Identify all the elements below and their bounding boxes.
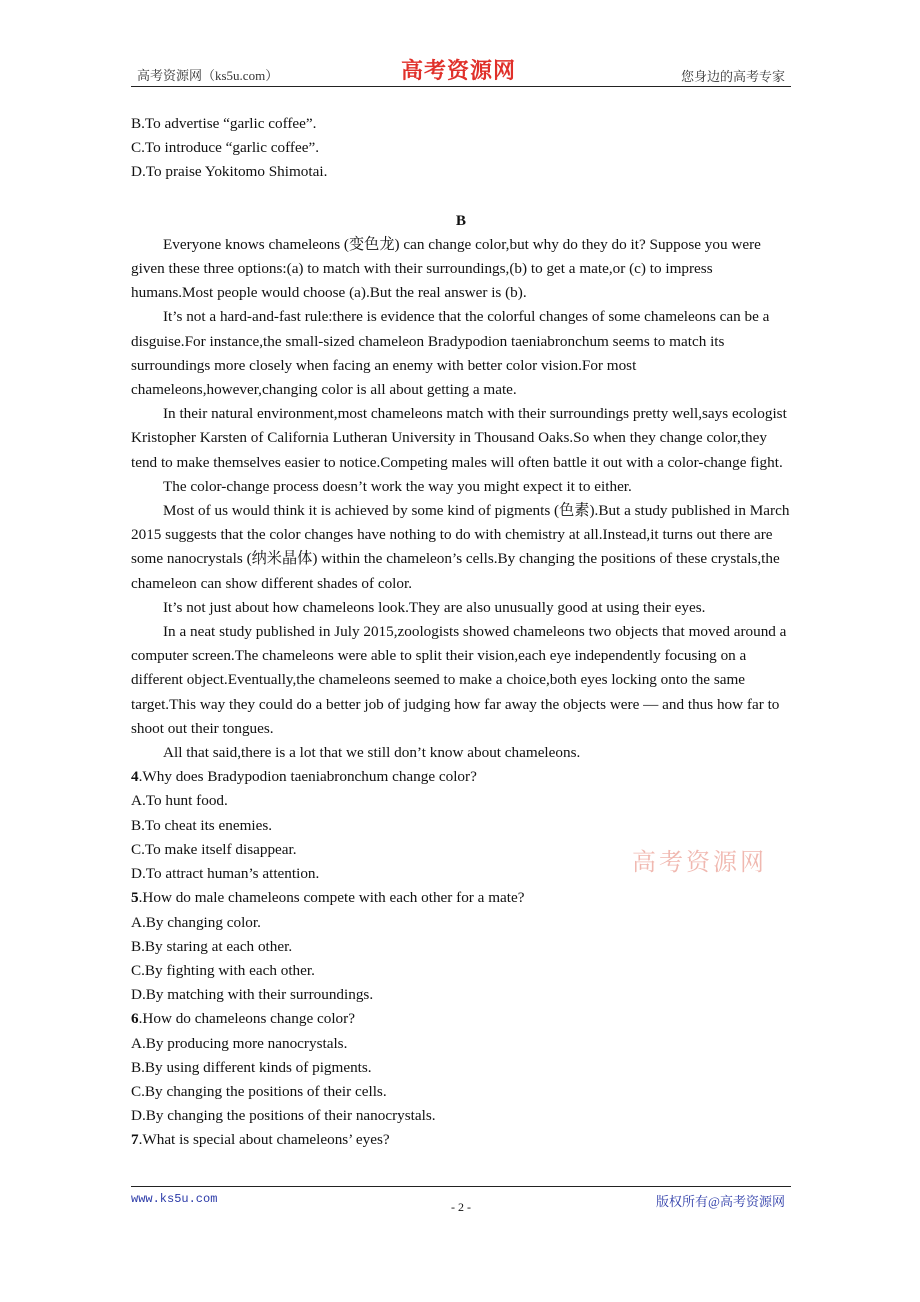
question-text: .Why does Bradypodion taeniabronchum change color? xyxy=(138,768,477,786)
prev-option: B.To advertise “garlic coffee”. xyxy=(131,115,317,132)
answer-option: D.To attract human’s attention. xyxy=(131,865,320,883)
question-stem xyxy=(131,1007,791,1031)
header-site-name: 高考资源网（ks5u.com） xyxy=(137,68,279,83)
page-number: - 2 - xyxy=(451,1200,471,1214)
answer-option: A.By changing color. xyxy=(131,913,261,931)
question-number: 6 xyxy=(131,1010,139,1028)
page-footer xyxy=(131,1186,791,1227)
passage-paragraph: It’s not a hard-and-fast rule:there is evidence that the colorful changes of some chameleons can be a disguise.For instance,the small-sized chameleon Bradypodion taeniabronchum seems to match its surroundings more closely when facing an enemy with better color vision.For most chameleons,however,changing color is all about getting a mate. xyxy=(131,308,770,399)
prev-option: C.To introduce “garlic coffee”. xyxy=(131,139,319,157)
answer-option: B.By using different kinds of pigments. xyxy=(131,1058,372,1076)
passage-paragraph: Everyone knows chameleons (变色龙) can change color,but why do they do it? Suppose you were given these three options:(a) to match with their surroundings,(b) to get a mate,or (c) to impress humans.Most people would choose (a).But the real answer is (b). xyxy=(131,235,761,302)
passage-paragraph: In a neat study published in July 2015,zoologists showed chameleons two objects that moved around a computer screen.The chameleons were able to split their vision,each eye independently focusing on a different object.Eventually,the chameleons seemed to make a choice,both eyes locking onto the same target.This way they could do a better job of judging how far away the objects were — and thus how far to shoot out their tongues. xyxy=(131,623,787,737)
question-number: 7 xyxy=(131,1131,139,1149)
footer-copyright: 版权所有@高考资源网 xyxy=(656,1194,785,1209)
passage-paragraph: All that said,there is a lot that we still don’t know about chameleons. xyxy=(163,744,581,762)
answer-option: C.To make itself disappear. xyxy=(131,840,297,858)
answer-option: D.By changing the positions of their nanocrystals. xyxy=(131,1107,436,1125)
header-slogan: 您身边的高考专家 xyxy=(680,69,785,84)
answer-option: C.By fighting with each other. xyxy=(131,961,315,979)
answer-option: A.To hunt food. xyxy=(131,792,228,810)
prev-option: D.To praise Yokitomo Shimotai. xyxy=(131,163,328,181)
answer-option: C.By changing the positions of their cells. xyxy=(131,1082,387,1100)
question-stem xyxy=(131,1128,791,1152)
header-logo: 高考资源网 xyxy=(401,58,517,84)
question-number: 5 xyxy=(131,889,139,907)
footer-link[interactable]: www.ks5u.com xyxy=(131,1192,218,1206)
watermark: 高考资源网 xyxy=(632,848,767,876)
page-header xyxy=(131,54,791,87)
question-text: .How do male chameleons compete with each other for a mate? xyxy=(138,889,525,907)
question-stem xyxy=(131,765,791,789)
question-text: .How do chameleons change color? xyxy=(138,1010,355,1028)
section-heading: B xyxy=(455,211,467,229)
answer-option: D.By matching with their surroundings. xyxy=(131,986,374,1004)
passage-paragraph: It’s not just about how chameleons look.They are also unusually good at using their eyes. xyxy=(163,598,706,616)
answer-option: B.By staring at each other. xyxy=(131,937,293,955)
passage-paragraph: Most of us would think it is achieved by some kind of pigments (色素).But a study published in March 2015 suggests that the color changes have nothing to do with chemistry at all.Instead,it turns out there are some nanocrystals (纳米晶体) within the chameleon’s cells.By changing the positions of these crystals,the chameleon can show different shades of color. xyxy=(131,502,790,592)
question-number: 4 xyxy=(131,768,139,786)
question-stem xyxy=(131,886,791,910)
question-text: .What is special about chameleons’ eyes? xyxy=(138,1131,390,1149)
document-body xyxy=(131,112,791,1153)
passage-paragraph: The color-change process doesn’t work the way you might expect it to either. xyxy=(163,477,632,495)
answer-option: B.To cheat its enemies. xyxy=(131,816,273,834)
passage-paragraph: In their natural environment,most chameleons match with their surroundings pretty well,says ecologist Kristopher Karsten of California Lutheran University in Thousand Oaks.So when they change color,they tend to make themselves easier to notice.Competing males will often battle it out with a color-change fight. xyxy=(131,405,787,471)
answer-option: A.By producing more nanocrystals. xyxy=(131,1034,348,1052)
